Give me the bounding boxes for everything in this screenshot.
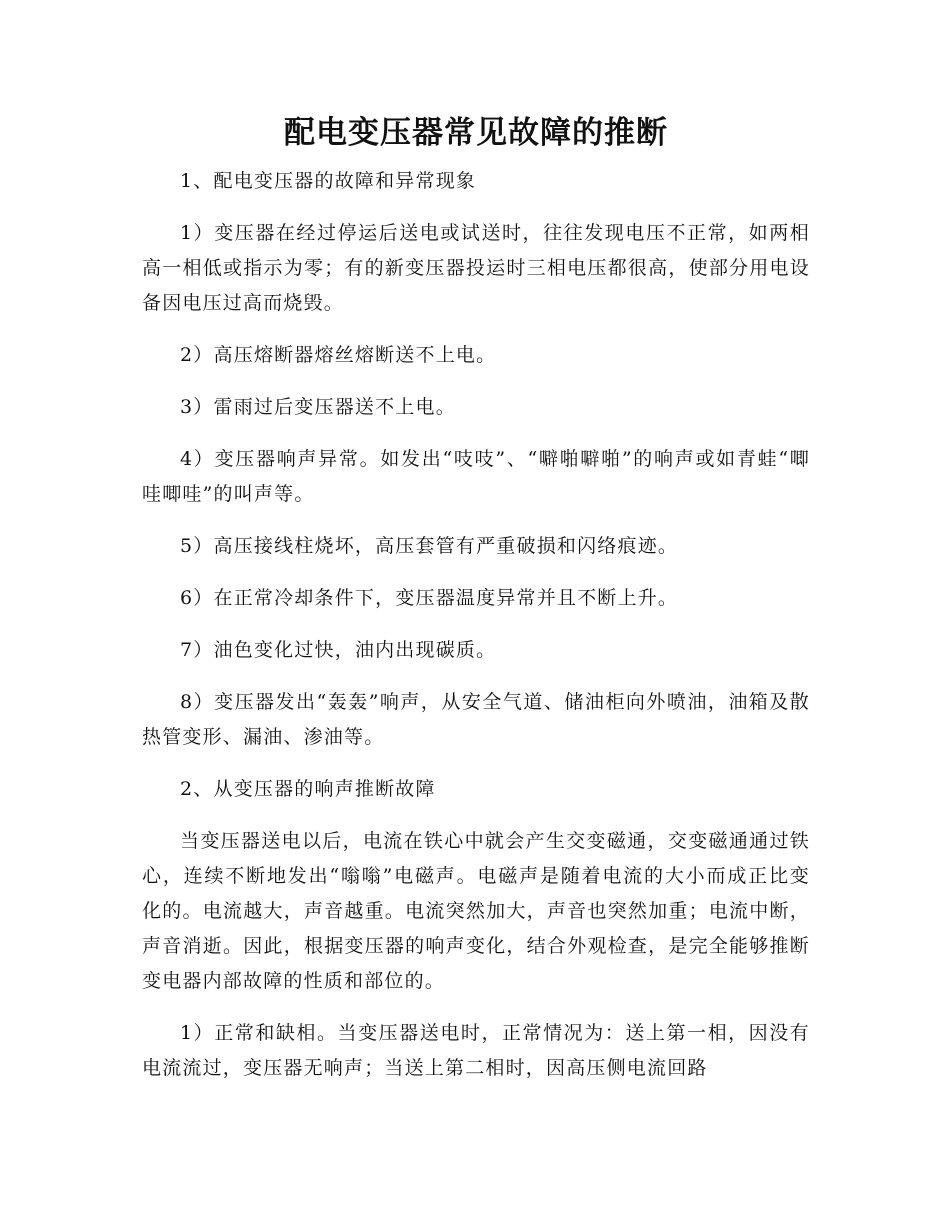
paragraph-item-4: 4）变压器响声异常。如发出“吱吱”、“噼啪噼啪”的响声或如青蛙“唧哇唧哇”的叫声等。	[142, 448, 810, 505]
document-title: 配电变压器常见故障的推断	[284, 115, 668, 151]
paragraph-item-phase: 1）正常和缺相。当变压器送电时，正常情况为：送上第一相，因没有电流流过，变压器无响声；当送上第二相时，因高压侧电流回路	[142, 1022, 810, 1079]
paragraph-body-sound: 当变压器送电以后，电流在铁心中就会产生交变磁通，交变磁通通过铁心，连续不断地发出“嗡嗡”电磁声。电磁声是随着电流的大小而成正比变化的。电流越大，声音越重。电流突然加大，声音也突然加重；电流中断，声音消逝。因此，根据变压器的响声变化，结合外观检查，是完全能够推断变电器内部故障的性质和部位的。	[142, 830, 810, 992]
section-heading-2: 2、从变压器的响声推断故障	[180, 778, 436, 800]
paragraph-item-8: 8）变压器发出“轰轰”响声，从安全气道、储油柜向外喷油，油箱及散热管变形、漏油、渗油等。	[142, 691, 810, 748]
paragraph-item-3: 3）雷雨过后变压器送不上电。	[180, 396, 456, 418]
paragraph-item-2: 2）高压熔断器熔丝熔断送不上电。	[180, 344, 497, 366]
paragraph-item-5: 5）高压接线柱烧坏，高压套管有严重破损和闪络痕迹。	[180, 535, 679, 557]
paragraph-item-7: 7）油色变化过快，油内出现碳质。	[180, 639, 497, 661]
paragraph-item-1: 1）变压器在经过停运后送电或试送时，往往发现电压不正常，如两相高一相低或指示为零；有的新变压器投运时三相电压都很高，使部分用电设备因电压过高而烧毁。	[142, 222, 810, 314]
section-heading-1: 1、配电变压器的故障和异常现象	[180, 170, 477, 192]
paragraph-item-6: 6）在正常冷却条件下，变压器温度异常并且不断上升。	[180, 587, 679, 609]
